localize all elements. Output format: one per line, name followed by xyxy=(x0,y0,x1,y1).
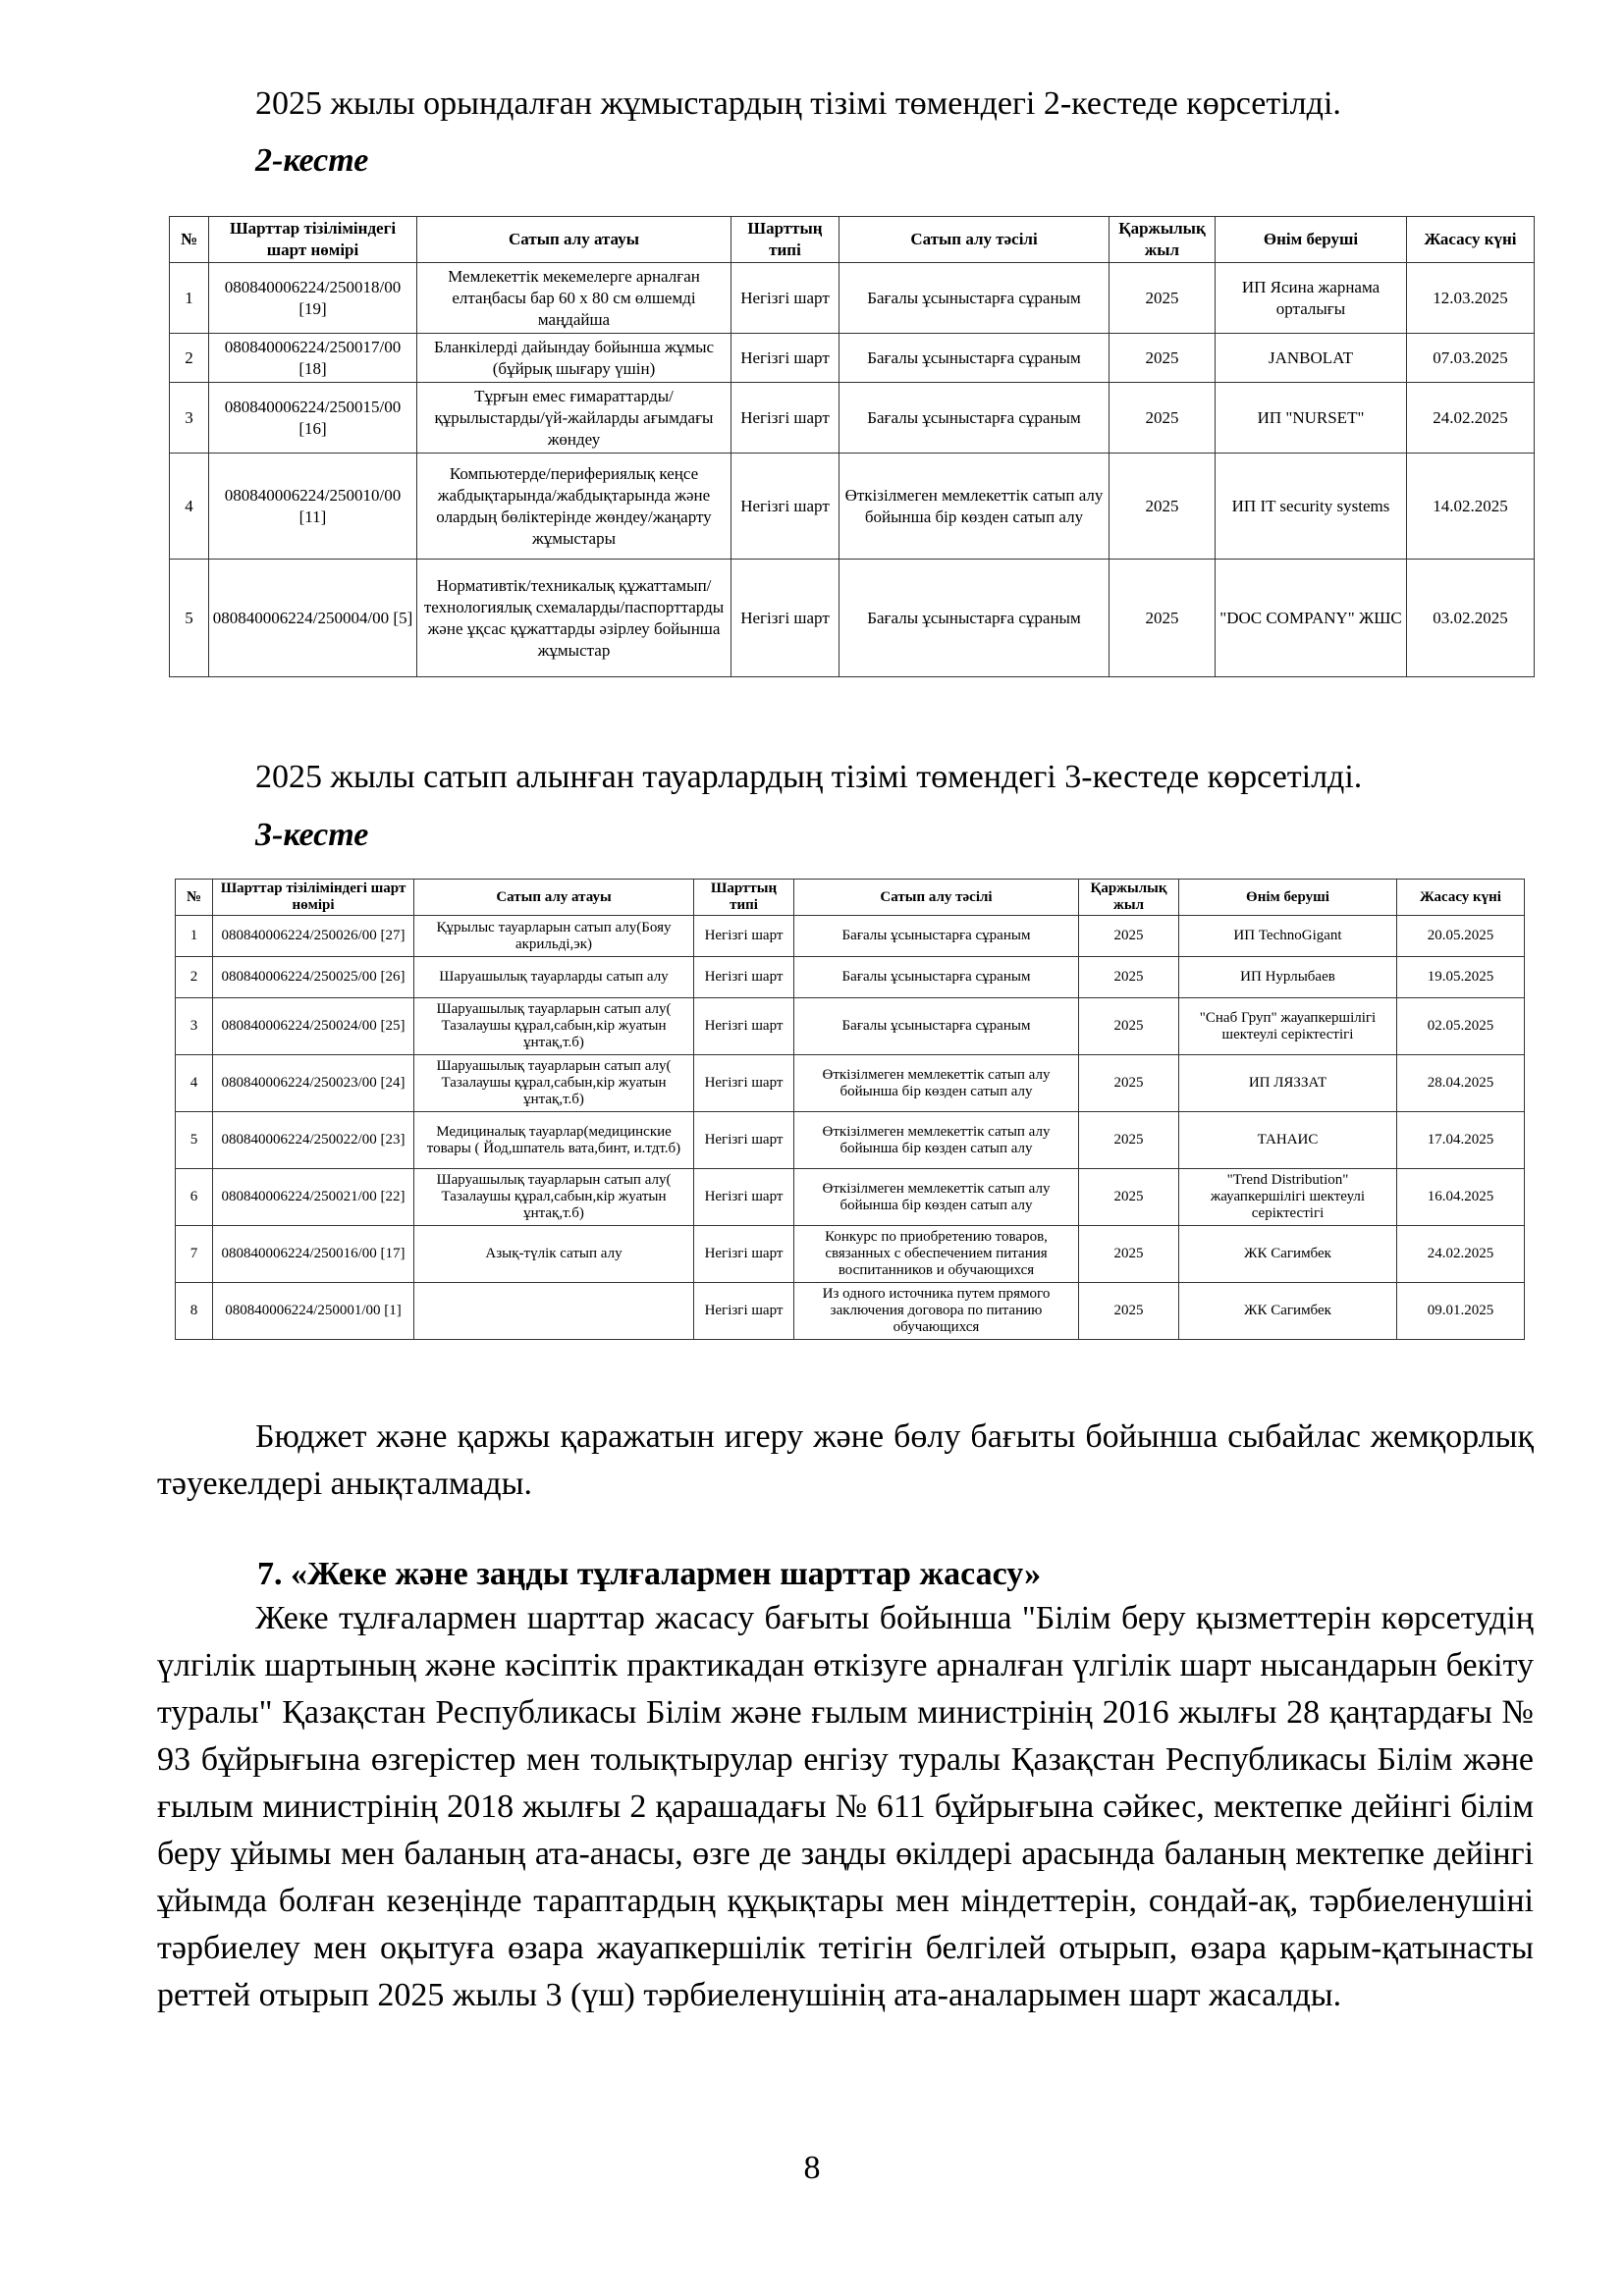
table-cell: 2025 xyxy=(1110,334,1216,383)
table-cell: 080840006224/250023/00 [24] xyxy=(213,1055,414,1112)
table-cell: 5 xyxy=(170,560,209,677)
table-cell: Бағалы ұсыныстарға сұраным xyxy=(794,957,1079,998)
table-cell: 080840006224/250021/00 [22] xyxy=(213,1169,414,1226)
table-2 xyxy=(169,216,1535,677)
table-row xyxy=(176,1283,1525,1340)
column-header: Сатып алу атауы xyxy=(414,880,694,916)
table-cell: 080840006224/250026/00 [27] xyxy=(213,916,414,957)
table-cell: ТАНАИС xyxy=(1179,1112,1397,1169)
table-cell: 3 xyxy=(176,998,213,1055)
table-cell: 8 xyxy=(176,1283,213,1340)
table3-intro-text: 2025 жылы сатып алынған тауарлардың тізімі төмендегі 3-кестеде көрсетілді. xyxy=(255,759,1363,795)
table-cell: 2025 xyxy=(1079,1112,1179,1169)
table-cell: 080840006224/250018/00 [19] xyxy=(209,263,417,334)
column-header: № xyxy=(170,217,209,263)
table-row xyxy=(170,263,1535,334)
table-row xyxy=(170,454,1535,560)
table-cell: 2 xyxy=(176,957,213,998)
section-paragraph: Жеке тұлғалармен шарттар жасасу бағыты бойынша "Білім беру қызметтерін көрсетудің үлгілік шартының және кәсіптік практикадан өткізуге арналған үлгілік шарт нысандарын бекіту туралы" Қазақстан Республикасы Білім және ғылым министрінің 2016 жылғы 28 қаңтардағы № 93 бұйрығына өзгерістер мен толықтырулар енгізу туралы Қазақстан Республикасы Білім және ғылым министрінің 2018 жылғы 2 қарашадағы № 611 бұйрығына сәйкес, мектепке дейінгі білім беру ұйымы мен баланың ата-анасы, өзге де заңды өкілдері арасында баланың мектепке дейінгі ұйымда болған кезеңінде тараптардың құқықтары мен міндеттерін, сондай-ақ, тәрбиеленушіні тәрбиелеу мен оқытуға өзара жауапкершілік тетігін белгілей отырып, өзара қарым-қатынасты реттей отырып 2025 жылы 3 (үш) тәрбиеленушінің ата-аналарымен шарт жасалды. xyxy=(157,1600,1534,2013)
table-cell: 1 xyxy=(176,916,213,957)
column-header: Сатып алу тәсілі xyxy=(794,880,1079,916)
table-cell: Бланкілерді дайындау бойынша жұмыс (бұйрық шығару үшін) xyxy=(417,334,731,383)
table-cell: 2025 xyxy=(1079,1169,1179,1226)
column-header: № xyxy=(176,880,213,916)
table-cell: Негізгі шарт xyxy=(731,334,839,383)
table-cell: Шаруашылық тауарларды сатып алу xyxy=(414,957,694,998)
table-cell: 080840006224/250025/00 [26] xyxy=(213,957,414,998)
table-cell: Негізгі шарт xyxy=(694,916,794,957)
table-header-row xyxy=(176,880,1525,916)
table-cell: 2 xyxy=(170,334,209,383)
table-cell: Компьютерде/перифериялық кеңсе жабдықтарында/жабдықтарында және олардың бөліктерінде жөндеу/жаңарту жұмыстары xyxy=(417,454,731,560)
table-cell: 4 xyxy=(170,454,209,560)
table-cell: 16.04.2025 xyxy=(1397,1169,1525,1226)
column-header: Өнім беруші xyxy=(1179,880,1397,916)
table-cell: ЖК Сагимбек xyxy=(1179,1226,1397,1283)
table-cell: ИП Нурлыбаев xyxy=(1179,957,1397,998)
table-cell: 080840006224/250004/00 [5] xyxy=(209,560,417,677)
table-cell: Бағалы ұсыныстарға сұраным xyxy=(794,916,1079,957)
table-cell: Негізгі шарт xyxy=(694,998,794,1055)
table-cell: 14.02.2025 xyxy=(1407,454,1535,560)
column-header: Шарттар тізіліміндегі шарт нөмірі xyxy=(209,217,417,263)
column-header: Жасасу күні xyxy=(1397,880,1525,916)
table-cell xyxy=(414,1283,694,1340)
table-cell: ИП ЛЯЗЗАТ xyxy=(1179,1055,1397,1112)
column-header: Қаржылық жыл xyxy=(1110,217,1216,263)
table-cell: Бағалы ұсыныстарға сұраным xyxy=(839,560,1110,677)
table-row xyxy=(176,1226,1525,1283)
table-cell: 080840006224/250017/00 [18] xyxy=(209,334,417,383)
table-cell: 080840006224/250015/00 [16] xyxy=(209,383,417,454)
table-cell: ИП TechnoGigant xyxy=(1179,916,1397,957)
column-header: Қаржылық жыл xyxy=(1079,880,1179,916)
table-cell: Негізгі шарт xyxy=(731,560,839,677)
table-cell: 03.02.2025 xyxy=(1407,560,1535,677)
table-cell: 02.05.2025 xyxy=(1397,998,1525,1055)
table-cell: 1 xyxy=(170,263,209,334)
table-cell: 20.05.2025 xyxy=(1397,916,1525,957)
table-cell: 080840006224/250024/00 [25] xyxy=(213,998,414,1055)
table-row xyxy=(176,1169,1525,1226)
column-header: Шарттар тізіліміндегі шарт нөмірі xyxy=(213,880,414,916)
table-cell: 2025 xyxy=(1079,957,1179,998)
table-cell: 2025 xyxy=(1079,1226,1179,1283)
table-cell: Шаруашылық тауарларын сатып алу( Тазалаушы құрал,сабын,кір жуатын ұнтақ,т.б) xyxy=(414,998,694,1055)
table-cell: Бағалы ұсыныстарға сұраным xyxy=(839,383,1110,454)
page-number: 8 xyxy=(803,2150,821,2186)
table-cell: Негізгі шарт xyxy=(731,383,839,454)
table-row xyxy=(176,1112,1525,1169)
table-cell: Негізгі шарт xyxy=(694,1112,794,1169)
table-cell: Негізгі шарт xyxy=(731,454,839,560)
table-row xyxy=(170,383,1535,454)
table-cell: Медициналық тауарлар(медицинские товары ( Йод,шпатель вата,бинт, и.тдт.б) xyxy=(414,1112,694,1169)
table-cell: Из одного источника путем прямого заключения договора по питанию обучающихся xyxy=(794,1283,1079,1340)
column-header: Сатып алу тәсілі xyxy=(839,217,1110,263)
section-heading: 7. «Жеке және заңды тұлғалармен шарттар жасасу» xyxy=(257,1556,1042,1592)
table2-caption: 2-кесте xyxy=(255,142,369,179)
table-cell: 2025 xyxy=(1110,560,1216,677)
table-cell: 24.02.2025 xyxy=(1407,383,1535,454)
table-cell: Шаруашылық тауарларын сатып алу( Тазалаушы құрал,сабын,кір жуатын ұнтақ,т.б) xyxy=(414,1169,694,1226)
table-cell: Өткізілмеген мемлекеттік сатып алу бойынша бір көзден сатып алу xyxy=(794,1055,1079,1112)
table-cell: 080840006224/250016/00 [17] xyxy=(213,1226,414,1283)
table-cell: 2025 xyxy=(1079,1283,1179,1340)
table-row xyxy=(176,916,1525,957)
budget-paragraph: Бюджет және қаржы қаражатын игеру және бөлу бағыты бойынша сыбайлас жемқорлық тәуекелдері анықталмады. xyxy=(157,1418,1534,1502)
table-cell: Құрылыс тауарларын сатып алу(Бояу акрильді,эк) xyxy=(414,916,694,957)
table-cell: ЖК Сагимбек xyxy=(1179,1283,1397,1340)
table-cell: "DOC COMPANY" ЖШС xyxy=(1216,560,1407,677)
table-cell: 080840006224/250010/00 [11] xyxy=(209,454,417,560)
column-header: Шарттың типі xyxy=(731,217,839,263)
table3-caption: 3-кесте xyxy=(255,817,369,853)
table-cell: ИП Ясина жарнама орталығы xyxy=(1216,263,1407,334)
table-cell: 2025 xyxy=(1079,1055,1179,1112)
table-cell: Бағалы ұсыныстарға сұраным xyxy=(839,334,1110,383)
table-cell: 2025 xyxy=(1110,263,1216,334)
table-cell: 09.01.2025 xyxy=(1397,1283,1525,1340)
table-header-row xyxy=(170,217,1535,263)
table-cell: ИП IT security systems xyxy=(1216,454,1407,560)
table-cell: Шаруашылық тауарларын сатып алу( Тазалаушы құрал,сабын,кір жуатын ұнтақ,т.б) xyxy=(414,1055,694,1112)
table-cell: "Снаб Груп" жауапкершілігі шектеулі серіктестігі xyxy=(1179,998,1397,1055)
table-cell: Мемлекеттік мекемелерге арналған елтаңбасы бар 60 х 80 см өлшемді маңдайша xyxy=(417,263,731,334)
table-row xyxy=(176,957,1525,998)
table-cell: Бағалы ұсыныстарға сұраным xyxy=(794,998,1079,1055)
table-cell: Негізгі шарт xyxy=(694,957,794,998)
column-header: Шарттың типі xyxy=(694,880,794,916)
table-cell: 7 xyxy=(176,1226,213,1283)
column-header: Өнім беруші xyxy=(1216,217,1407,263)
table-cell: Негізгі шарт xyxy=(694,1169,794,1226)
table-cell: 19.05.2025 xyxy=(1397,957,1525,998)
column-header: Жасасу күні xyxy=(1407,217,1535,263)
table-cell: 4 xyxy=(176,1055,213,1112)
table-cell: 5 xyxy=(176,1112,213,1169)
table-cell: Негізгі шарт xyxy=(694,1055,794,1112)
table-row xyxy=(170,334,1535,383)
table2-intro-text: 2025 жылы орындалған жұмыстардың тізімі төмендегі 2-кестеде көрсетілді. xyxy=(255,85,1341,122)
table-cell: 080840006224/250022/00 [23] xyxy=(213,1112,414,1169)
table-cell: 17.04.2025 xyxy=(1397,1112,1525,1169)
table-cell: 2025 xyxy=(1110,454,1216,560)
table-cell: Негізгі шарт xyxy=(694,1226,794,1283)
table-cell: JANBOLAT xyxy=(1216,334,1407,383)
column-header: Сатып алу атауы xyxy=(417,217,731,263)
table-cell: Азық-түлік сатып алу xyxy=(414,1226,694,1283)
table-cell: 2025 xyxy=(1110,383,1216,454)
table-row xyxy=(176,1055,1525,1112)
table-cell: 2025 xyxy=(1079,916,1179,957)
table-cell: 28.04.2025 xyxy=(1397,1055,1525,1112)
table-cell: 24.02.2025 xyxy=(1397,1226,1525,1283)
table-cell: 080840006224/250001/00 [1] xyxy=(213,1283,414,1340)
table-cell: Өткізілмеген мемлекеттік сатып алу бойынша бір көзден сатып алу xyxy=(794,1112,1079,1169)
table-cell: Өткізілмеген мемлекеттік сатып алу бойынша бір көзден сатып алу xyxy=(839,454,1110,560)
table-cell: Бағалы ұсыныстарға сұраным xyxy=(839,263,1110,334)
table-cell: ИП "NURSET" xyxy=(1216,383,1407,454)
table-cell: 3 xyxy=(170,383,209,454)
table-cell: 12.03.2025 xyxy=(1407,263,1535,334)
table-cell: 2025 xyxy=(1079,998,1179,1055)
table-cell: Негізгі шарт xyxy=(694,1283,794,1340)
table-cell: Өткізілмеген мемлекеттік сатып алу бойынша бір көзден сатып алу xyxy=(794,1169,1079,1226)
table-3 xyxy=(175,879,1525,1340)
table-cell: Нормативтік/техникалық құжаттамып/ технологиялық схемаларды/паспорттарды және ұқсас құжаттарды әзірлеу бойынша жұмыстар xyxy=(417,560,731,677)
table-cell: "Trend Distribution" жауапкершілігі шектеулі серіктестігі xyxy=(1179,1169,1397,1226)
table-cell: Тұрғын емес ғимараттарды/құрылыстарды/үй-жайларды ағымдағы жөндеу xyxy=(417,383,731,454)
table-cell: Негізгі шарт xyxy=(731,263,839,334)
table-cell: 6 xyxy=(176,1169,213,1226)
table-row xyxy=(170,560,1535,677)
table-cell: Конкурс по приобретению товаров, связанных с обеспечением питания воспитанников и обучающихся xyxy=(794,1226,1079,1283)
table-cell: 07.03.2025 xyxy=(1407,334,1535,383)
table-row xyxy=(176,998,1525,1055)
